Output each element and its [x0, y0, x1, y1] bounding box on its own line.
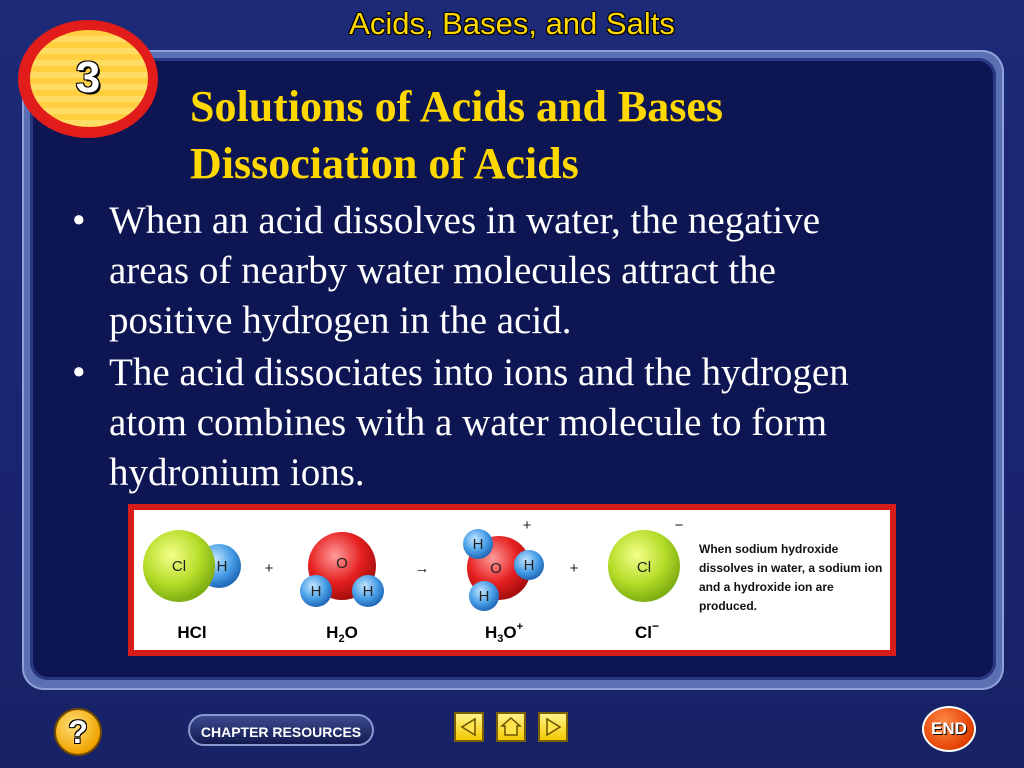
formula-hcl: HCl	[177, 623, 207, 642]
help-button[interactable]: ?	[54, 708, 102, 756]
bullet-list	[64, 196, 904, 500]
bullet-item	[64, 348, 904, 498]
water-molecule	[300, 532, 384, 607]
figure-canvas	[134, 510, 890, 650]
end-button[interactable]: END	[922, 706, 976, 752]
formula-cl: Cl−	[634, 619, 660, 642]
bullet-text: When an acid dissolves in water, the negative areas of nearby water molecules attract the positive hydrogen in the acid.	[109, 199, 821, 342]
hcl-molecule	[143, 530, 241, 602]
forward-button[interactable]	[538, 712, 568, 742]
triangle-left-icon	[456, 714, 482, 740]
chloride-ion	[608, 517, 684, 602]
bullet-dot-icon: •	[72, 351, 86, 394]
house-icon	[498, 714, 524, 740]
atom-label-h: H	[362, 583, 374, 600]
bullet-item	[64, 196, 904, 346]
atom-label-o: O	[336, 555, 348, 572]
atom-label-h: H	[523, 557, 535, 574]
atom-label-h: H	[472, 536, 484, 553]
hydronium-ion	[463, 517, 544, 611]
bullet-text: The acid dissociates into ions and the hydrogen atom combines with a water molecule to form hydronium ions.	[109, 351, 849, 494]
plus-sign: +	[264, 560, 274, 577]
positive-charge: +	[522, 517, 532, 534]
formula-h2o: $H_2O$	[326, 623, 358, 645]
chapter-number: 3	[75, 53, 101, 102]
home-button[interactable]	[496, 712, 526, 742]
dissociation-figure	[128, 504, 896, 656]
slide-title-line2: Dissociation of Acids	[190, 139, 579, 188]
figure-caption: When sodium hydroxide dissolves in water, a sodium ion and a hydroxide ion are produced.	[699, 542, 883, 613]
atom-label-h: H	[478, 588, 490, 605]
atom-label-h: H	[310, 583, 322, 600]
plus-sign: +	[569, 560, 579, 577]
chapter-resources-button[interactable]: CHAPTER RESOURCES	[188, 714, 374, 746]
header-title: Acids, Bases, and Salts	[349, 6, 675, 41]
atom-label-cl: Cl	[171, 558, 187, 575]
slide-title-line1: Solutions of Acids and Bases	[190, 82, 724, 131]
slide-title	[190, 78, 970, 192]
atom-label-cl: Cl	[636, 559, 652, 576]
negative-charge: −	[674, 517, 684, 534]
back-button[interactable]	[454, 712, 484, 742]
reaction-arrow-icon: →	[414, 560, 430, 577]
triangle-right-icon	[540, 714, 566, 740]
atom-label-h: H	[216, 558, 228, 575]
bullet-dot-icon: •	[72, 199, 86, 242]
atom-label-o: O	[490, 560, 502, 577]
formula-h3o: $H_3O^+$	[484, 621, 524, 645]
